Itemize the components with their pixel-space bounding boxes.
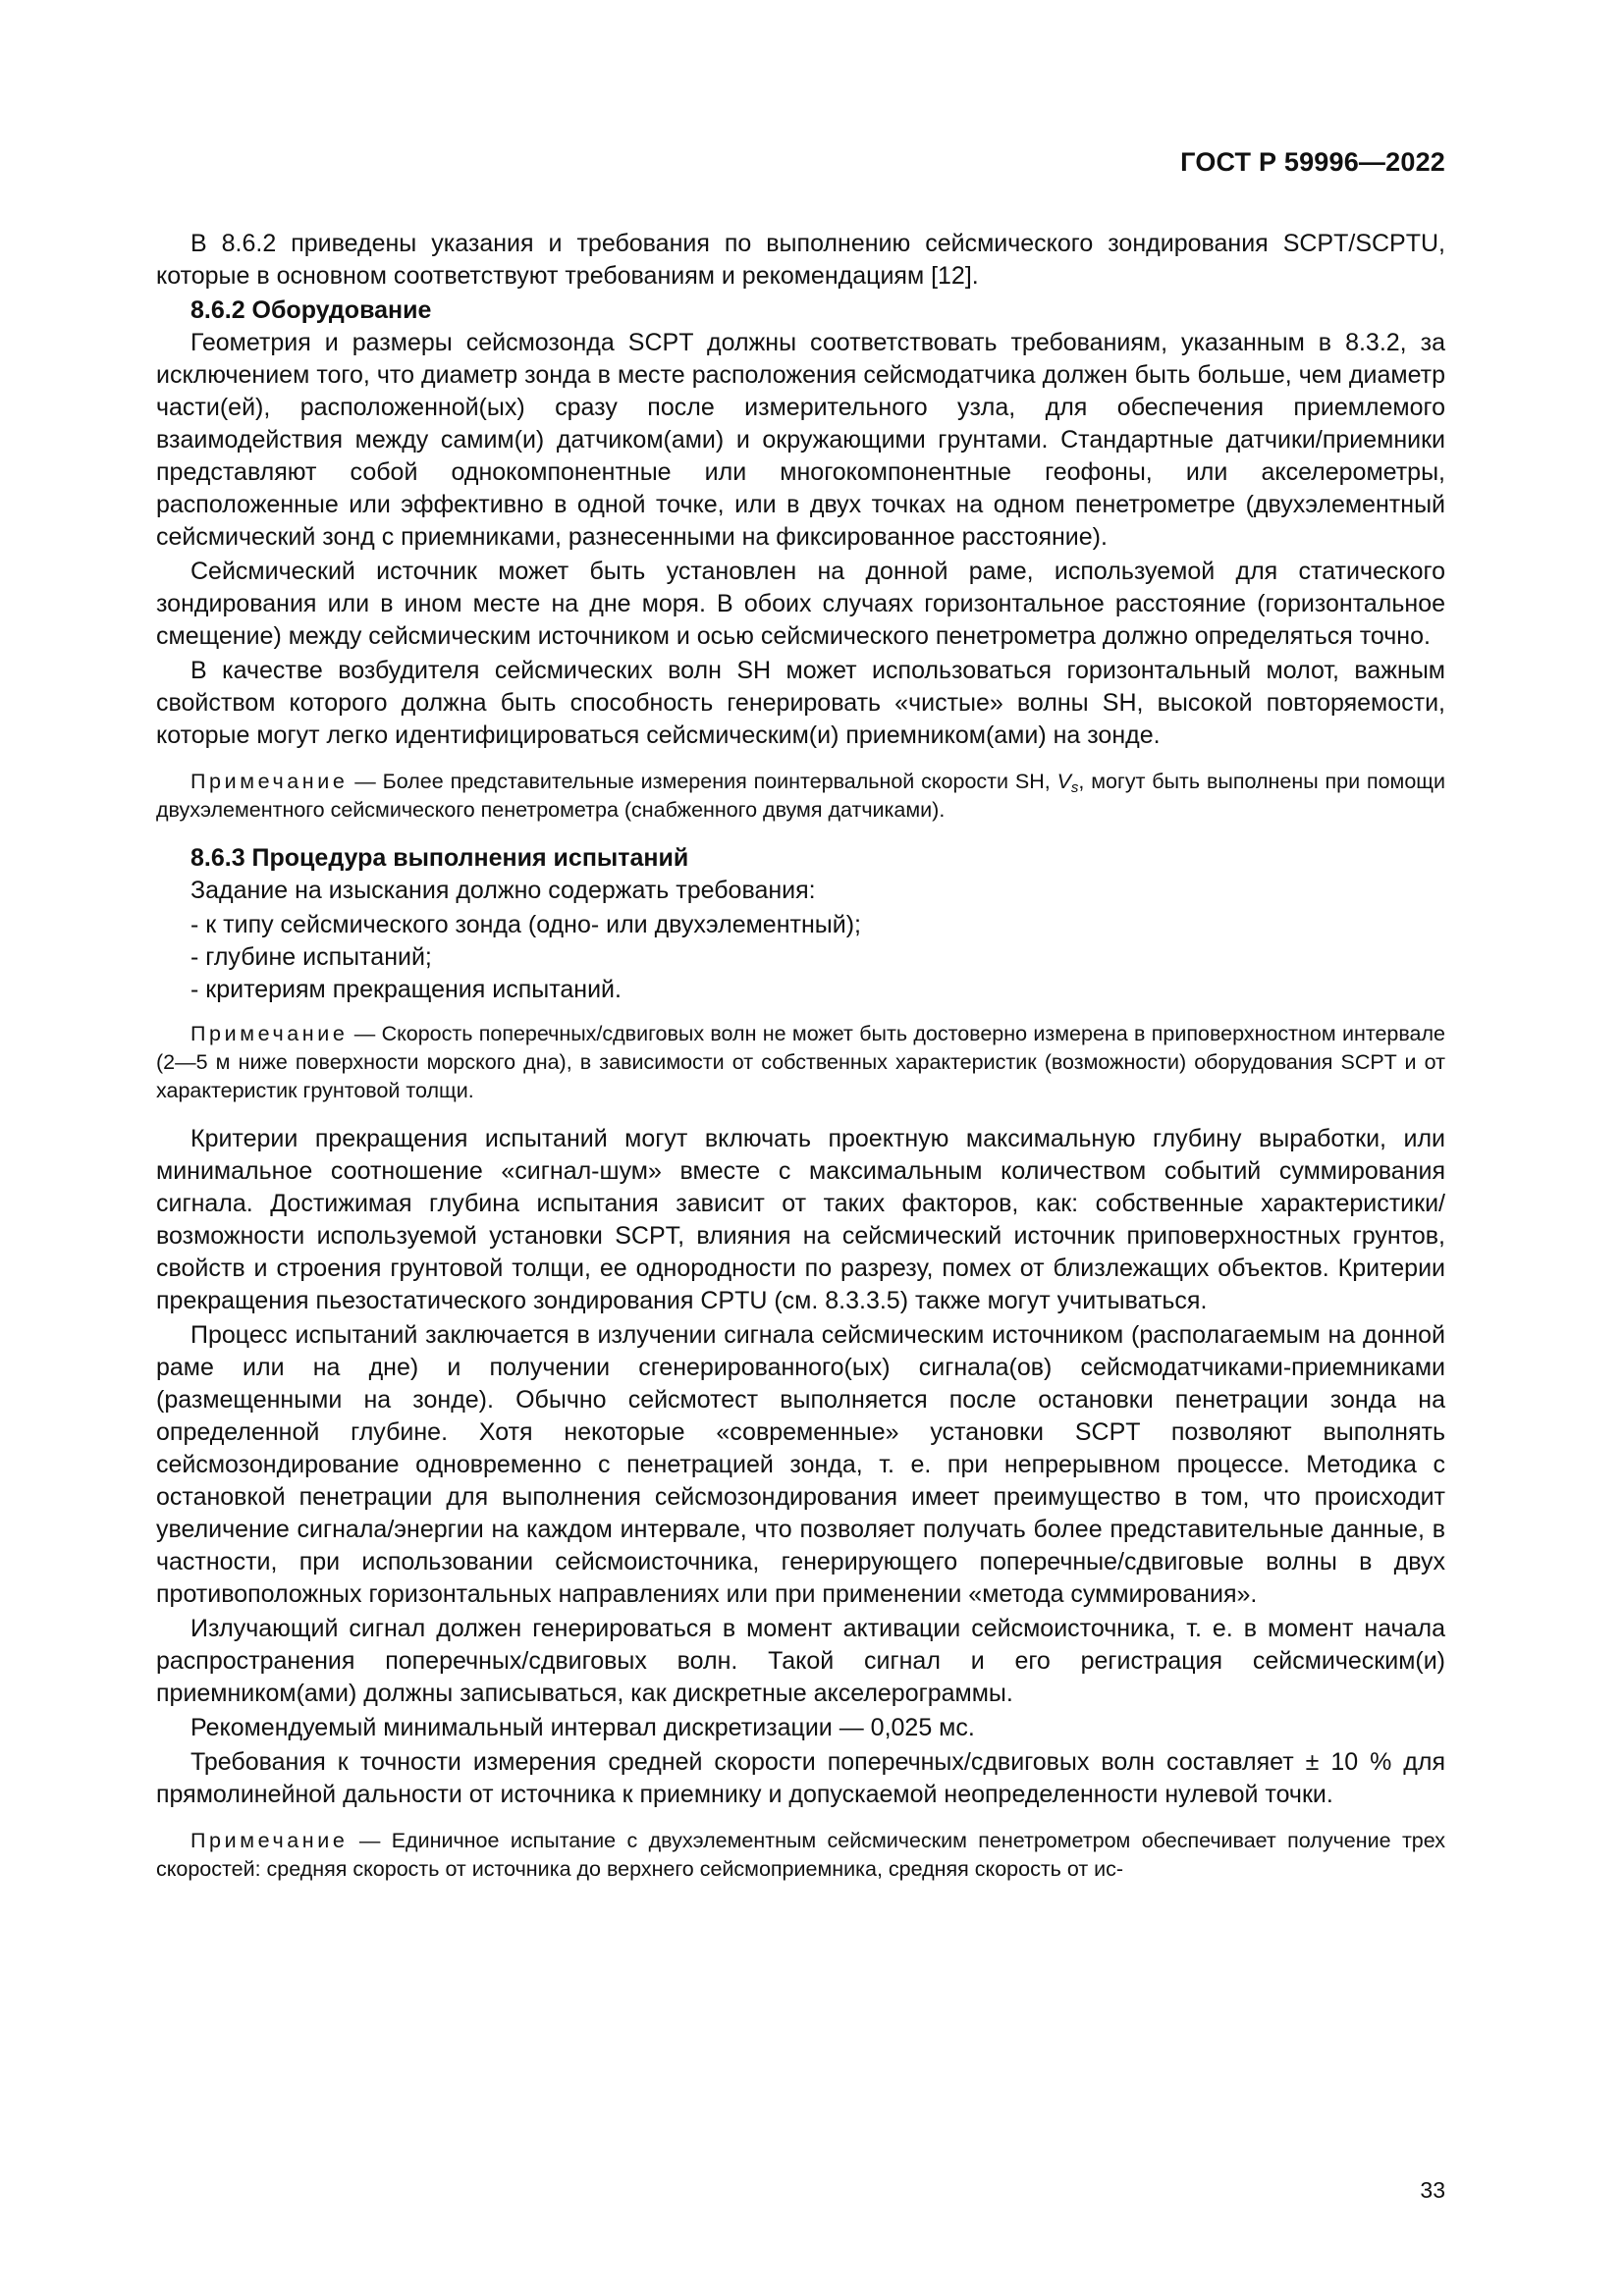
intro-paragraph: В 8.6.2 приведены указания и требования по выполнению сейсмического зондирования SCPT/SCPTU, которые в основном соответствуют требованиям и рекомендациям [12]. [156,230,1445,290]
paragraph: Рекомендуемый минимальный интервал дискретизации — 0,025 мс. [190,1714,975,1741]
note-label: Примечание [190,770,349,793]
section-title-8-6-3: 8.6.3 Процедура выполнения испытаний [190,844,689,872]
page-content [156,228,1445,1884]
list-item: - к типу сейсмического зонда (одно- или двухэлементный); [190,911,861,938]
note-2 [156,1020,1445,1105]
velocity-subscript: s [1070,779,1079,796]
note-label: Примечание [190,1022,349,1045]
list-item: - критериям прекращения испытаний. [190,976,622,1003]
note-text: , могут быть выполнены при помощи двухэлементного сейсмического пенетрометра (снабженного двумя датчиками). [156,770,1445,822]
velocity-symbol: V [1056,770,1071,793]
document-header: ГОСТ Р 59996—2022 [1180,147,1445,177]
paragraph: Геометрия и размеры сейсмозонда SCPT должны соответствовать требованиям, указанным в 8.3.2, за исключением того, что диаметр зонда в месте расположения сейсмодатчика должен быть больше, чем диаметр части(ей), расположенной(ых) сразу после измерительного узла, для обеспечения приемлемого взаимодействия между самим(и) датчиком(ами) и окружающими грунтами. Стандартные датчики/приемники представляют собой однокомпонентные или многокомпонентные геофоны, или акселерометры, расположенные или эффективно в одной точке, или в двух точках на одном пенетрометре (двухэлементный сейсмический зонд с приемниками, разнесенными на фиксированное расстояние). [156,329,1445,551]
note-text: — Скорость поперечных/сдвиговых волн не может быть достоверно измерена в приповерхностном интервале (2—5 м ниже поверхности морского дна), в зависимости от собственных характеристик (возможности) оборудования SCPT и от характеристик грунтовой толщи. [156,1022,1445,1102]
paragraph: Излучающий сигнал должен генерироваться в момент активации сейсмоисточника, т. е. в момент начала распространения поперечных/сдвиговых волн. Такой сигнал и его регистрация сейсмическим(и) приемником(ами) должны записываться, как дискретные акселерограммы. [156,1615,1445,1707]
paragraph: В качестве возбудителя сейсмических волн SH может использоваться горизонтальный молот, важным свойством которого должна быть способность генерировать «чистые» волны SH, высокой повторяемости, которые могут легко идентифицироваться сейсмическим(и) приемником(ами) на зонде. [156,657,1445,749]
note-3 [156,1827,1445,1884]
note-text: — Более представительные измерения поинтервальной скорости SH, [348,770,1057,793]
paragraph: Критерии прекращения испытаний могут включать проектную максимальную глубину выработки, или минимальное соотношение «сигнал-шум» вместе с максимальным количеством событий суммирования сигнала. Достижимая глубина испытания зависит от таких факторов, как: собственные характеристики/возможности используемой установки SCPT, влияния на сейсмический источник приповерхностных грунтов, свойств и строения грунтовой толщи, ее однородности по разрезу, помех от близлежащих объектов. Критерии прекращения пьезостатического зондирования CPTU (см. 8.3.3.5) также могут учитываться. [156,1125,1445,1314]
note-text: — Единичное испытание с двухэлементным сейсмическим пенетрометром обеспечивает получение трех скоростей: средняя скорость от источника до верхнего сейсмоприемника, средняя скорость от ис- [156,1829,1445,1881]
page-number: 33 [1420,2177,1445,2203]
paragraph: Требования к точности измерения средней скорости поперечных/сдвиговых волн составляет ± 10 % для прямолинейной дальности от источника к приемнику и допускаемой неопределенности нулевой точки. [156,1748,1445,1808]
section-title-8-6-2: 8.6.2 Оборудование [190,296,432,324]
paragraph: Сейсмический источник может быть установлен на донной раме, используемой для статического зондирования или в ином месте на дне моря. В обоих случаях горизонтальное расстояние (горизонтальное смещение) между сейсмическим источником и осью сейсмического пенетрометра должно определяться точно. [156,558,1445,650]
note-1 [156,768,1445,825]
list-item: - глубине испытаний; [190,943,432,971]
note-label: Примечание [190,1829,349,1852]
paragraph: Процесс испытаний заключается в излучении сигнала сейсмическим источником (располагаемым на донной раме или на дне) и получении сгенерированного(ых) сигнала(ов) сейсмодатчиками-приемниками (размещенными на зонде). Обычно сейсмотест выполняется после остановки пенетрации зонда на определенной глубине. Хотя некоторые «современные» установки SCPT позволяют выполнять сейсмозондирование одновременно с пенетрацией зонда, т. е. при непрерывном процессе. Методика с остановкой пенетрации для выполнения сейсмозондирования имеет преимущество в том, что происходит увеличение сигнала/энергии на каждом интервале, что позволяет получать более представительные данные, в частности, при использовании сейсмоисточника, генерирующего поперечные/сдвиговые волны в двух противоположных горизонтальных направлениях или при применении «метода суммирования». [156,1321,1445,1608]
paragraph: Задание на изыскания должно содержать требования: [190,877,816,904]
